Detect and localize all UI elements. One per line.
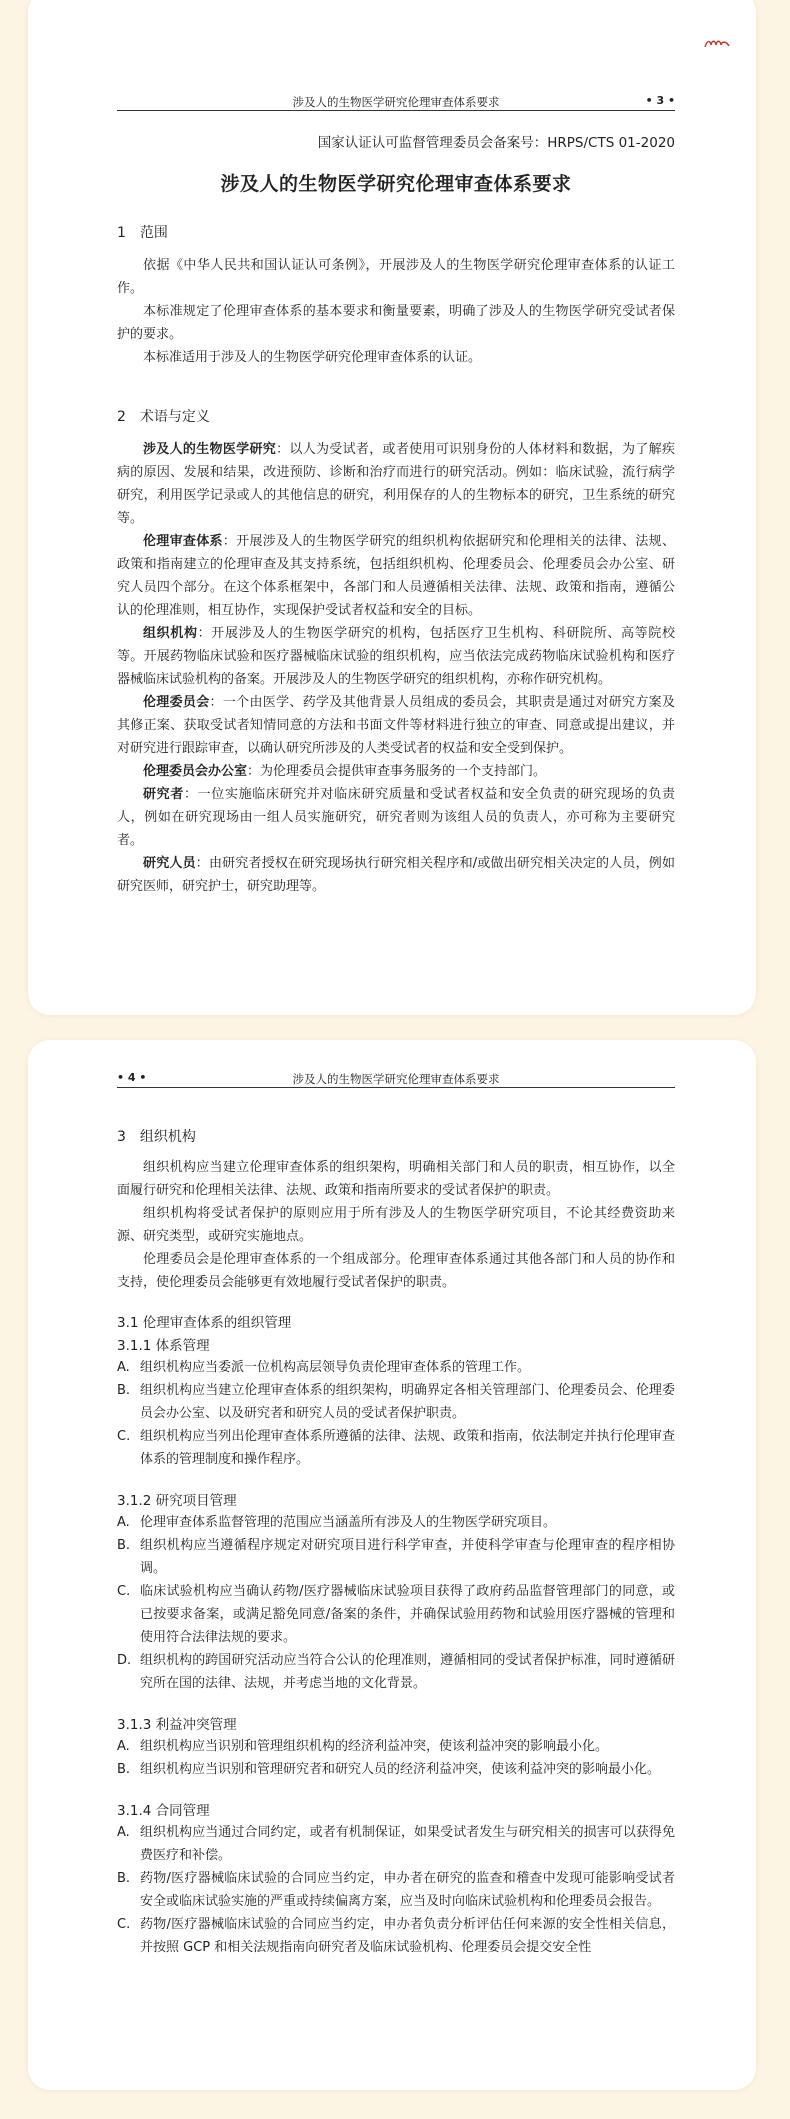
item-text: 药物/医疗器械临床试验的合同应当约定，申办者负责分析评估任何来源的安全性相关信息，并按照 GCP 和相关法规指南向研究者及临床试验机构、伦理委员会提交安全性 (140, 1917, 675, 1955)
list-item (117, 1913, 675, 1959)
list-item (117, 1758, 675, 1781)
section-1-body (117, 254, 675, 369)
item-text: 组织机构的跨国研究活动应当符合公认的伦理准则，遵循相同的受试者保护标准，同时遵循研究所在国的法律、法规，并考虑当地的文化背景。 (140, 1653, 675, 1691)
subsection-heading: 3.1.3 利益冲突管理 (117, 1717, 237, 1733)
term: 伦理审查体系 (143, 534, 223, 549)
item-text: 临床试验机构应当确认药物/医疗器械临床试验项目获得了政府药品监督管理部门的同意，或已按要求备案，或满足豁免同意/备案的条件，并确保试验用药物和试验用医疗器械的管理和使用符合法律法规的要求。 (140, 1584, 675, 1645)
red-flourish-mark (704, 38, 730, 50)
definition (117, 760, 675, 783)
definition (117, 622, 675, 691)
definition (117, 691, 675, 760)
definition-text: ：为伦理委员会提供审查事务服务的一个支持部门。 (247, 764, 547, 779)
item-list (117, 1821, 675, 1959)
paragraph: 本标准规定了伦理审查体系的基本要求和衡量要素，明确了涉及人的生物医学研究受试者保护的要求。 (117, 304, 675, 342)
item-list (117, 1356, 675, 1471)
list-item (117, 1821, 675, 1867)
section-heading: 3 组织机构 (117, 1129, 196, 1145)
term: 研究人员 (143, 856, 196, 871)
subsection-heading: 3.1 伦理审查体系的组织管理 (117, 1315, 292, 1331)
page-number: • 4 • (117, 1071, 147, 1084)
subsection-heading: 3.1.4 合同管理 (117, 1803, 210, 1819)
section-3-body (117, 1156, 675, 1294)
definition-text: ：由研究者授权在研究现场执行研究相关程序和/或做出研究相关决定的人员，例如研究医师，研究护士，研究助理等。 (117, 856, 675, 894)
term: 涉及人的生物医学研究 (143, 442, 277, 457)
item-list (117, 1511, 675, 1695)
list-item (117, 1649, 675, 1695)
item-label: C. (117, 1429, 131, 1444)
definition (117, 530, 675, 622)
paragraph: 本标准适用于涉及人的生物医学研究伦理审查体系的认证。 (143, 350, 482, 365)
definition-text: ：一个由医学、药学及其他背景人员组成的委员会，其职责是通过对研究方案及其修正案、获取受试者知情同意的方法和书面文件等材料进行独立的审查、同意或提出建议，并对研究进行跟踪审查，以确认研究所涉及的人类受试者的权益和安全受到保护。 (117, 695, 675, 756)
item-label: A. (117, 1360, 130, 1375)
item-text: 组织机构应当委派一位机构高层领导负责伦理审查体系的管理工作。 (140, 1360, 531, 1375)
paragraph: 伦理委员会是伦理审查体系的一个组成部分。伦理审查体系通过其他各部门和人员的协作和支持，使伦理委员会能够更有效地履行受试者保护的职责。 (117, 1252, 675, 1290)
list-item (117, 1534, 675, 1580)
item-text: 药物/医疗器械临床试验的合同应当约定，申办者在研究的监查和稽查中发现可能影响受试者安全或临床试验实施的严重或持续偏离方案，应当及时向临床试验机构和伦理委员会报告。 (140, 1871, 675, 1909)
item-list (117, 1735, 675, 1781)
term: 组织机构 (143, 626, 198, 641)
running-header (117, 94, 675, 111)
term: 伦理委员会 (143, 695, 210, 710)
item-text: 组织机构应当识别和管理组织机构的经济利益冲突，使该利益冲突的影响最小化。 (140, 1739, 609, 1754)
definition (117, 852, 675, 898)
item-label: B. (117, 1383, 131, 1398)
list-item (117, 1867, 675, 1913)
item-text: 组织机构应当通过合同约定，或者有机制保证，如果受试者发生与研究相关的损害可以获得免费医疗和补偿。 (140, 1825, 675, 1863)
page-title: 涉及人的生物医学研究伦理审查体系要求 (220, 173, 572, 195)
item-text: 组织机构应当遵循程序规定对研究项目进行科学审查，并使科学审查与伦理审查的程序相协调。 (140, 1538, 675, 1576)
item-label: A. (117, 1515, 130, 1530)
subsection-heading: 3.1.2 研究项目管理 (117, 1493, 237, 1509)
definition (117, 438, 675, 530)
definition-text: ：开展涉及人的生物医学研究的组织机构依据研究和伦理相关的法律、法规、政策和指南建立的伦理审查及其支持系统，包括组织机构、伦理委员会、伦理委员会办公室、研究人员四个部分。在这个体系框架中，各部门和人员遵循相关法律、法规、政策和指南，遵循公认的伦理准则，相互协作，实现保护受试者权益和安全的目标。 (117, 534, 675, 618)
item-text: 伦理审查体系监督管理的范围应当涵盖所有涉及人的生物医学研究项目。 (140, 1515, 557, 1530)
item-label: D. (117, 1653, 132, 1668)
definition (117, 783, 675, 852)
page-number: • 3 • (645, 94, 675, 107)
list-item (117, 1511, 675, 1534)
doc-number: 国家认证认可监督管理委员会备案号：HRPS/CTS 01-2020 (317, 135, 675, 151)
term: 伦理委员会办公室 (143, 764, 248, 779)
paragraph: 组织机构应当建立伦理审查体系的组织架构，明确相关部门和人员的职责，相互协作，以全面履行研究和伦理相关法律、法规、政策和指南所要求的受试者保护的职责。 (117, 1160, 675, 1198)
item-label: B. (117, 1762, 131, 1777)
item-label: C. (117, 1584, 131, 1599)
paragraph: 依据《中华人民共和国认证认可条例》，开展涉及人的生物医学研究伦理审查体系的认证工作。 (117, 258, 675, 296)
definition-text: ：开展涉及人的生物医学研究的机构，包括医疗卫生机构、科研院所、高等院校等。开展药物临床试验和医疗器械临床试验的组织机构，应当依法完成药物临床试验机构和医疗器械临床试验机构的备案。开展涉及人的生物医学研究的组织机构，亦称作研究机构。 (117, 626, 675, 687)
item-label: A. (117, 1739, 130, 1754)
document-page-3 (28, 0, 756, 1015)
definition-text: ：以人为受试者，或者使用可识别身份的人体材料和数据，为了解疾病的原因、发展和结果，改进预防、诊断和治疗而进行的研究活动。例如：临床试验，流行病学研究，利用医学记录或人的其他信息的研究，利用保存的人的生物标本的研究，卫生系统的研究等。 (117, 442, 675, 526)
definitions-list (117, 438, 675, 898)
definition-text: ：一位实施临床研究并对临床研究质量和受试者权益和安全负责的研究现场的负责人，例如在研究现场由一组人员实施研究，研究者则为该组人员的负责人，亦可称为主要研究者。 (117, 787, 675, 848)
subsection-heading: 3.1.1 体系管理 (117, 1338, 210, 1354)
section-heading: 1 范围 (117, 225, 168, 241)
running-title: 涉及人的生物医学研究伦理审查体系要求 (292, 95, 500, 109)
running-header (117, 1071, 675, 1088)
item-label: A. (117, 1825, 130, 1840)
item-label: B. (117, 1871, 131, 1886)
paragraph: 组织机构将受试者保护的原则应用于所有涉及人的生物医学研究项目，不论其经费资助来源、研究类型，或研究实施地点。 (117, 1206, 675, 1244)
item-label: C. (117, 1917, 131, 1932)
item-text: 组织机构应当建立伦理审查体系的组织架构，明确界定各相关管理部门、伦理委员会、伦理委员会办公室、以及研究者和研究人员的受试者保护职责。 (140, 1383, 675, 1421)
list-item (117, 1356, 675, 1379)
section-heading: 2 术语与定义 (117, 409, 210, 425)
list-item (117, 1735, 675, 1758)
list-item (117, 1580, 675, 1649)
item-text: 组织机构应当识别和管理研究者和研究人员的经济利益冲突，使该利益冲突的影响最小化。 (140, 1762, 661, 1777)
running-title: 涉及人的生物医学研究伦理审查体系要求 (292, 1072, 500, 1086)
item-label: B. (117, 1538, 131, 1553)
list-item (117, 1425, 675, 1471)
document-page-4 (28, 1040, 756, 2090)
item-text: 组织机构应当列出伦理审查体系所遵循的法律、法规、政策和指南，依法制定并执行伦理审查体系的管理制度和操作程序。 (140, 1429, 675, 1467)
term: 研究者 (143, 787, 184, 802)
list-item (117, 1379, 675, 1425)
